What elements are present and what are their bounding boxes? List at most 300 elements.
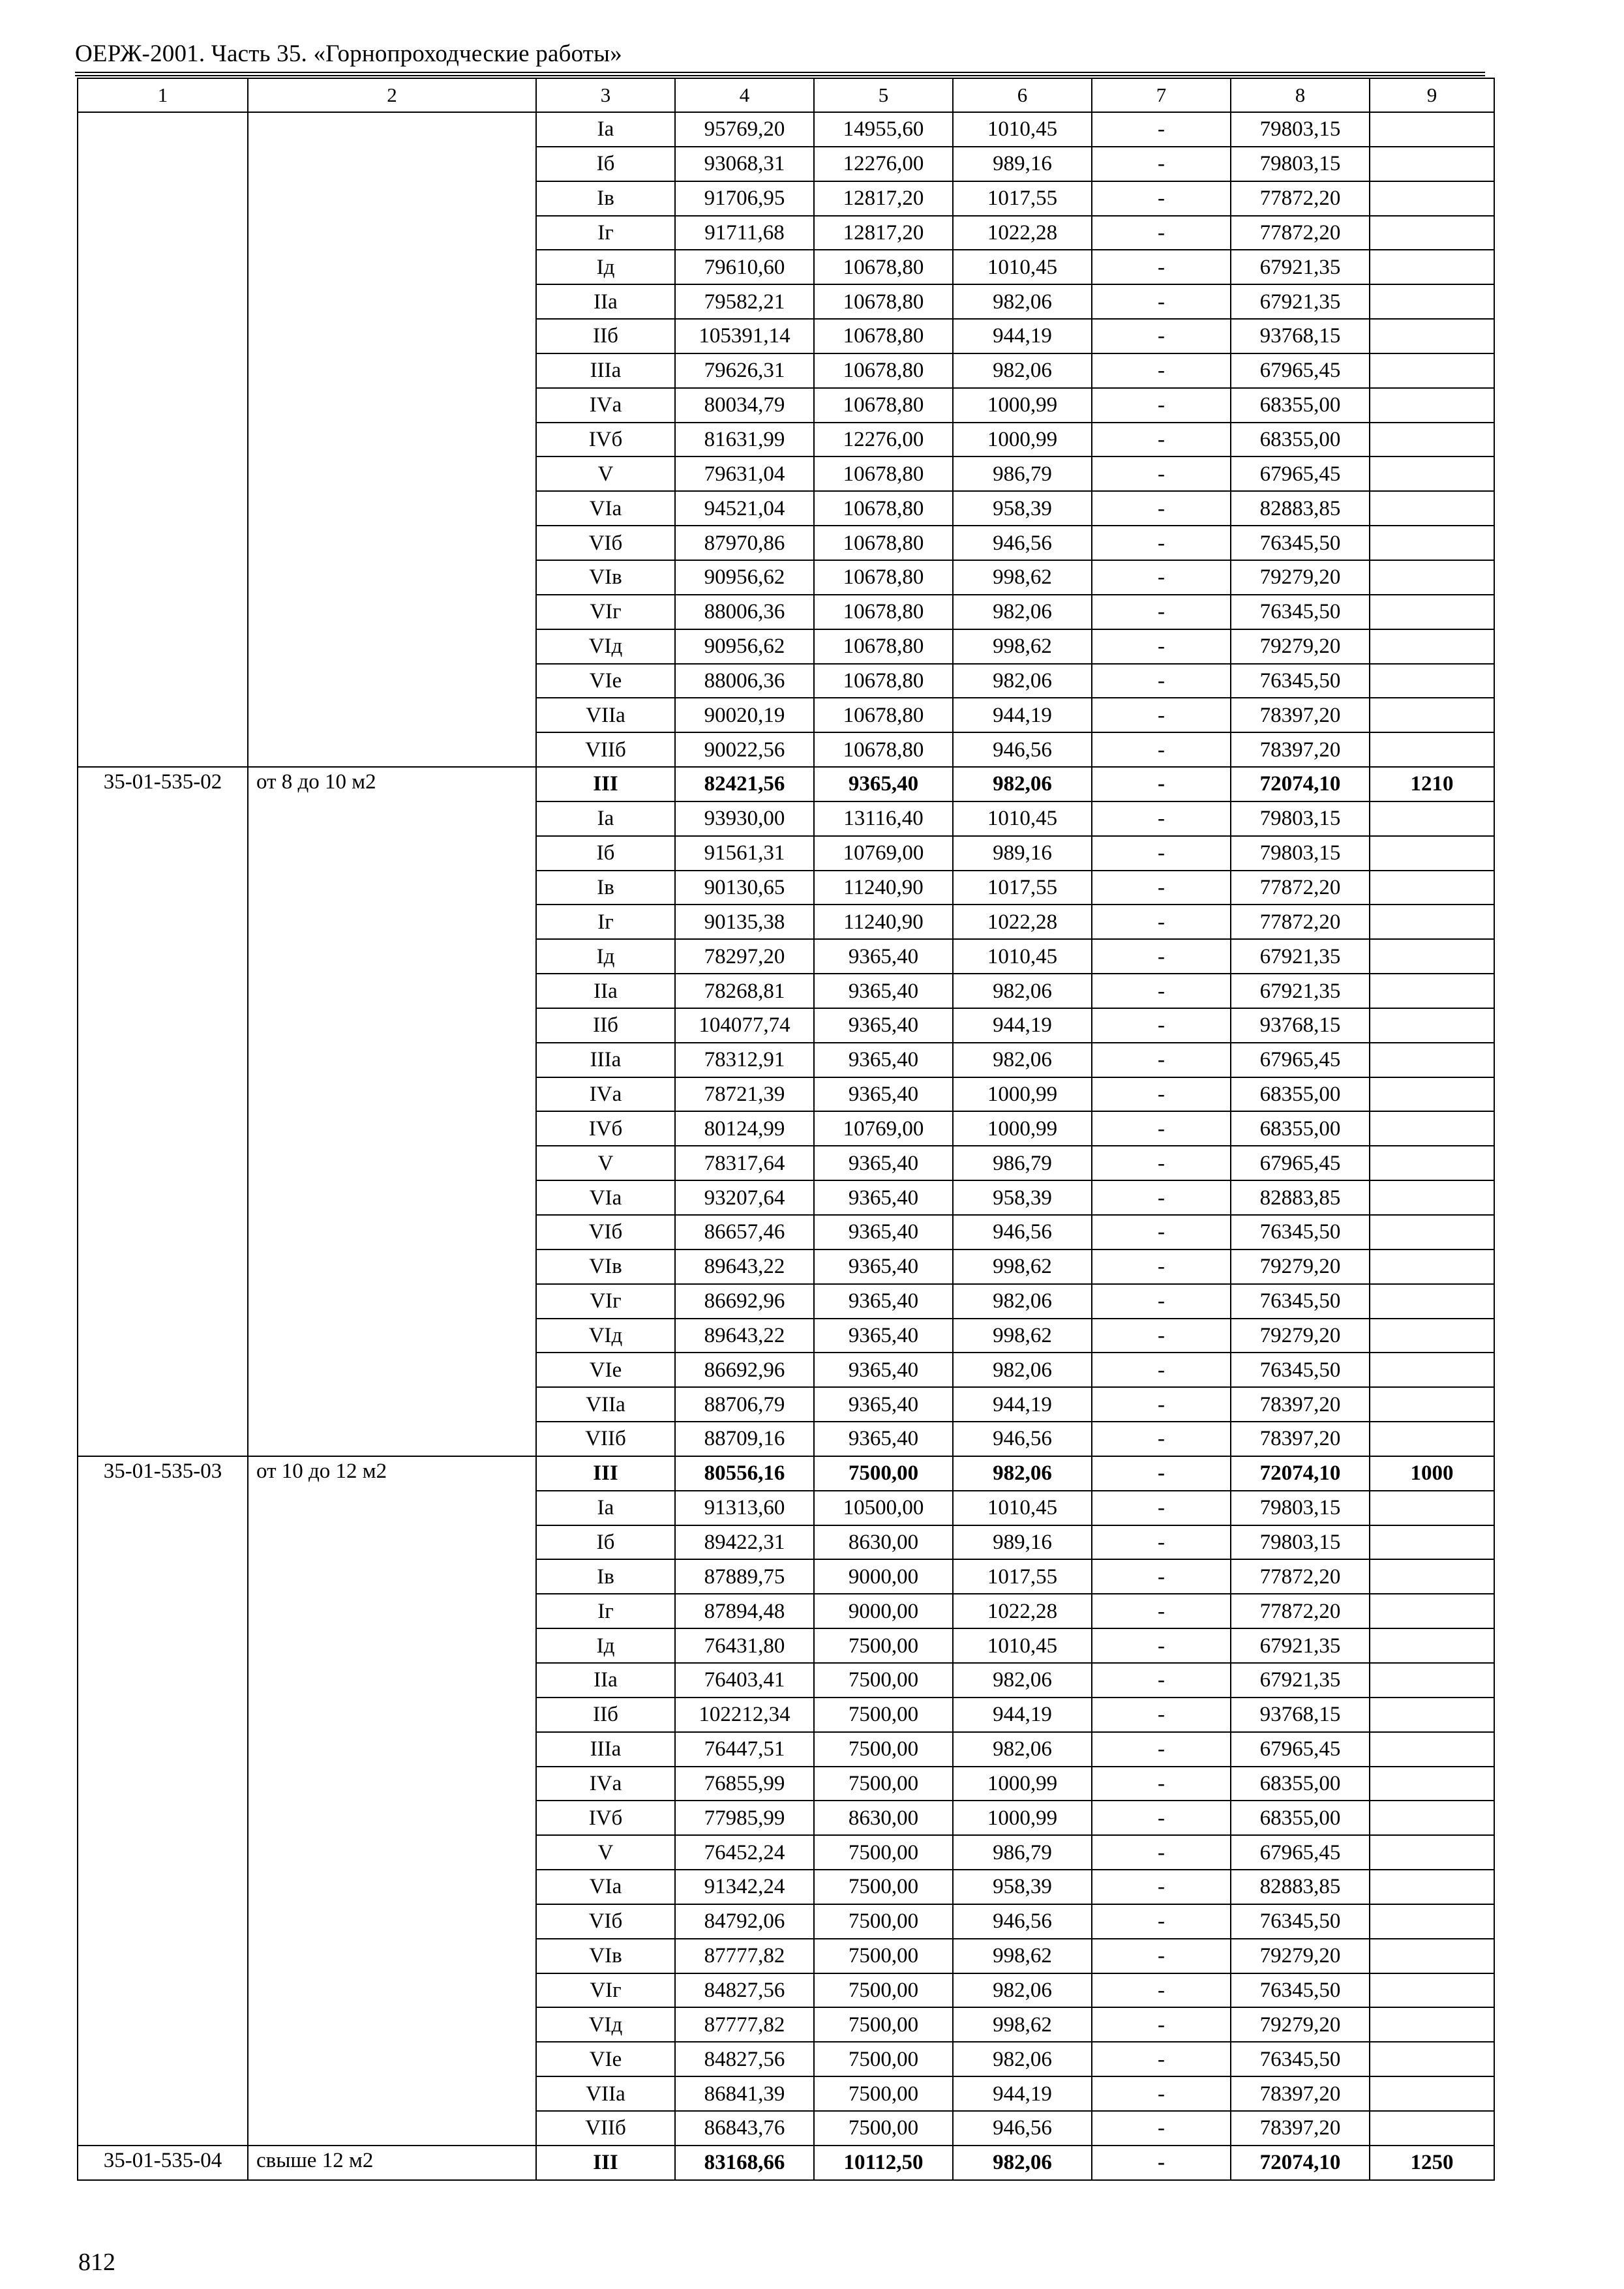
cell-col7: -: [1092, 871, 1231, 905]
cell-col7: -: [1092, 1215, 1231, 1249]
cell-col9: [1370, 801, 1494, 836]
norms-table: [77, 78, 1495, 2181]
cell-col5: 12276,00: [814, 147, 953, 181]
cell-col5: 7500,00: [814, 2007, 953, 2042]
cell-col9: [1370, 698, 1494, 732]
cell-col7: -: [1092, 319, 1231, 353]
cell-col5: 9365,40: [814, 1353, 953, 1387]
cell-col5: 10769,00: [814, 1111, 953, 1146]
cell-col8: 76345,50: [1231, 1284, 1370, 1319]
cell-col8: 67965,45: [1231, 1835, 1370, 1870]
cell-col6: 1010,45: [953, 939, 1092, 974]
cell-zone: VIIа: [536, 2076, 675, 2111]
cell-zone: Iд: [536, 1628, 675, 1663]
cell-col8: 68355,00: [1231, 1801, 1370, 1835]
cell-col6: 986,79: [953, 456, 1092, 491]
page-number: 812: [78, 2249, 115, 2276]
cell-col7: -: [1092, 1732, 1231, 1767]
cell-col6: 989,16: [953, 836, 1092, 871]
cell-zone: III: [536, 1456, 675, 1491]
cell-col8: 93768,15: [1231, 1698, 1370, 1732]
cell-col5: 7500,00: [814, 1835, 953, 1870]
cell-zone: IIб: [536, 319, 675, 353]
cell-total: 93207,64: [675, 1180, 814, 1215]
cell-col6: 982,06: [953, 1284, 1092, 1319]
cell-col5: 10678,80: [814, 526, 953, 560]
cell-col5: 10678,80: [814, 560, 953, 595]
cell-col8: 76345,50: [1231, 2042, 1370, 2076]
cell-col7: -: [1092, 1698, 1231, 1732]
cell-col5: 10678,80: [814, 319, 953, 353]
cell-col9: [1370, 1594, 1494, 1628]
cell-zone: Iа: [536, 801, 675, 836]
cell-total: 84827,56: [675, 2042, 814, 2076]
cell-zone: V: [536, 456, 675, 491]
cell-col9: [1370, 1043, 1494, 1077]
cell-col8: 79803,15: [1231, 1491, 1370, 1525]
cell-zone: Iв: [536, 1559, 675, 1594]
cell-total: 102212,34: [675, 1698, 814, 1732]
cell-col9: [1370, 1663, 1494, 1698]
cell-col9: [1370, 1939, 1494, 1973]
cell-zone: IVа: [536, 1077, 675, 1112]
cell-col9: [1370, 595, 1494, 629]
cell-col9: [1370, 1732, 1494, 1767]
cell-total: 82421,56: [675, 767, 814, 801]
cell-total: 78317,64: [675, 1146, 814, 1180]
cell-col8: 79279,20: [1231, 560, 1370, 595]
cell-description: от 10 до 12 м2: [248, 1456, 536, 2146]
cell-col7: -: [1092, 181, 1231, 216]
cell-total: 90020,19: [675, 698, 814, 732]
cell-col7: -: [1092, 698, 1231, 732]
cell-col6: 946,56: [953, 2111, 1092, 2146]
cell-col6: 998,62: [953, 560, 1092, 595]
cell-col6: 989,16: [953, 147, 1092, 181]
cell-total: 80034,79: [675, 388, 814, 423]
cell-col6: 946,56: [953, 732, 1092, 767]
cell-col9: [1370, 1801, 1494, 1835]
cell-zone: III: [536, 767, 675, 801]
cell-col5: 14955,60: [814, 112, 953, 147]
cell-col5: 13116,40: [814, 801, 953, 836]
cell-col7: -: [1092, 353, 1231, 388]
cell-zone: VIIб: [536, 732, 675, 767]
cell-col8: 67965,45: [1231, 456, 1370, 491]
cell-col8: 78397,20: [1231, 732, 1370, 767]
cell-col9: [1370, 974, 1494, 1008]
cell-total: 91342,24: [675, 1870, 814, 1904]
cell-col8: 82883,85: [1231, 1870, 1370, 1904]
cell-col7: -: [1092, 1904, 1231, 1939]
cell-col6: 944,19: [953, 319, 1092, 353]
cell-col8: 76345,50: [1231, 595, 1370, 629]
cell-col9: [1370, 456, 1494, 491]
cell-col6: 1017,55: [953, 871, 1092, 905]
cell-total: 78312,91: [675, 1043, 814, 1077]
cell-total: 86692,96: [675, 1353, 814, 1387]
cell-col8: 77872,20: [1231, 871, 1370, 905]
cell-total: 90022,56: [675, 732, 814, 767]
cell-total: 90135,38: [675, 905, 814, 939]
header-rule-top: [75, 72, 1485, 73]
cell-col5: 10678,80: [814, 353, 953, 388]
cell-total: 105391,14: [675, 319, 814, 353]
cell-col6: 998,62: [953, 2007, 1092, 2042]
cell-zone: VIе: [536, 1353, 675, 1387]
cell-col6: 982,06: [953, 595, 1092, 629]
cell-col9: [1370, 1767, 1494, 1801]
cell-total: 76855,99: [675, 1767, 814, 1801]
cell-zone: IIа: [536, 284, 675, 319]
cell-total: 91711,68: [675, 216, 814, 250]
cell-col7: -: [1092, 1594, 1231, 1628]
cell-zone: IIIа: [536, 353, 675, 388]
cell-zone: V: [536, 1835, 675, 1870]
cell-code: 35-01-535-02: [78, 767, 248, 1456]
cell-col6: 986,79: [953, 1146, 1092, 1180]
cell-total: 76447,51: [675, 1732, 814, 1767]
cell-col9: [1370, 1008, 1494, 1043]
cell-col9: [1370, 1422, 1494, 1456]
cell-total: 79626,31: [675, 353, 814, 388]
cell-col7: -: [1092, 732, 1231, 767]
cell-col8: 93768,15: [1231, 1008, 1370, 1043]
cell-total: 86692,96: [675, 1284, 814, 1319]
cell-zone: VIIб: [536, 1422, 675, 1456]
cell-col9: [1370, 732, 1494, 767]
cell-col9: [1370, 1111, 1494, 1146]
column-header: 7: [1092, 78, 1231, 112]
cell-total: 87894,48: [675, 1594, 814, 1628]
cell-col7: -: [1092, 1939, 1231, 1973]
cell-col7: -: [1092, 974, 1231, 1008]
cell-total: 88706,79: [675, 1387, 814, 1422]
cell-zone: VIIа: [536, 1387, 675, 1422]
table-row: [78, 112, 1494, 147]
cell-total: 91561,31: [675, 836, 814, 871]
cell-col5: 9365,40: [814, 1387, 953, 1422]
cell-col6: 982,06: [953, 284, 1092, 319]
cell-total: 76403,41: [675, 1663, 814, 1698]
cell-zone: Iб: [536, 836, 675, 871]
cell-col7: -: [1092, 1767, 1231, 1801]
cell-total: 81631,99: [675, 423, 814, 457]
cell-code: 35-01-535-03: [78, 1456, 248, 2146]
cell-col7: -: [1092, 1008, 1231, 1043]
cell-zone: VIIа: [536, 698, 675, 732]
cell-zone: VIе: [536, 2042, 675, 2076]
cell-zone: Iб: [536, 147, 675, 181]
cell-col9: [1370, 1835, 1494, 1870]
cell-total: 84827,56: [675, 1973, 814, 2008]
cell-col5: 11240,90: [814, 871, 953, 905]
cell-col9: [1370, 526, 1494, 560]
cell-col7: -: [1092, 1870, 1231, 1904]
cell-col5: 7500,00: [814, 1663, 953, 1698]
cell-col6: 998,62: [953, 1939, 1092, 1973]
cell-zone: VIб: [536, 1215, 675, 1249]
cell-col6: 944,19: [953, 2076, 1092, 2111]
cell-col7: -: [1092, 560, 1231, 595]
cell-col5: 7500,00: [814, 1904, 953, 1939]
cell-col7: -: [1092, 1801, 1231, 1835]
cell-col7: -: [1092, 216, 1231, 250]
cell-col8: 72074,10: [1231, 2146, 1370, 2180]
cell-col8: 68355,00: [1231, 1111, 1370, 1146]
cell-col9: 1000: [1370, 1456, 1494, 1491]
cell-col5: 9365,40: [814, 1284, 953, 1319]
cell-col7: -: [1092, 1387, 1231, 1422]
cell-col7: -: [1092, 147, 1231, 181]
cell-col7: -: [1092, 388, 1231, 423]
cell-col9: [1370, 560, 1494, 595]
cell-total: 80124,99: [675, 1111, 814, 1146]
cell-col7: -: [1092, 2007, 1231, 2042]
cell-total: 76452,24: [675, 1835, 814, 1870]
cell-total: 91706,95: [675, 181, 814, 216]
cell-total: 79582,21: [675, 284, 814, 319]
cell-zone: Iг: [536, 216, 675, 250]
cell-col7: -: [1092, 1973, 1231, 2008]
cell-col9: 1210: [1370, 767, 1494, 801]
cell-zone: IVа: [536, 1767, 675, 1801]
cell-total: 78297,20: [675, 939, 814, 974]
cell-zone: III: [536, 2146, 675, 2180]
cell-zone: IIб: [536, 1698, 675, 1732]
cell-col7: -: [1092, 423, 1231, 457]
cell-col7: -: [1092, 284, 1231, 319]
cell-zone: VIб: [536, 526, 675, 560]
cell-col7: -: [1092, 836, 1231, 871]
cell-col9: [1370, 1353, 1494, 1387]
cell-col8: 78397,20: [1231, 1387, 1370, 1422]
cell-total: 104077,74: [675, 1008, 814, 1043]
cell-col7: -: [1092, 1353, 1231, 1387]
cell-zone: IIIа: [536, 1043, 675, 1077]
cell-col5: 10500,00: [814, 1491, 953, 1525]
cell-col7: -: [1092, 1525, 1231, 1560]
cell-col7: -: [1092, 595, 1231, 629]
cell-col5: 9365,40: [814, 939, 953, 974]
cell-col9: [1370, 1215, 1494, 1249]
cell-col8: 67965,45: [1231, 1043, 1370, 1077]
cell-col9: [1370, 1904, 1494, 1939]
cell-col5: 9000,00: [814, 1594, 953, 1628]
cell-col6: 1022,28: [953, 905, 1092, 939]
cell-col7: -: [1092, 1835, 1231, 1870]
cell-col5: 10678,80: [814, 456, 953, 491]
cell-col7: -: [1092, 1319, 1231, 1353]
cell-col8: 76345,50: [1231, 664, 1370, 698]
cell-col5: 7500,00: [814, 1456, 953, 1491]
cell-col8: 79803,15: [1231, 801, 1370, 836]
cell-col7: -: [1092, 767, 1231, 801]
cell-col6: 998,62: [953, 629, 1092, 664]
cell-col6: 1022,28: [953, 216, 1092, 250]
cell-col8: 78397,20: [1231, 2076, 1370, 2111]
column-header: 8: [1231, 78, 1370, 112]
cell-total: 86657,46: [675, 1215, 814, 1249]
cell-col8: 79803,15: [1231, 1525, 1370, 1560]
column-header: 4: [675, 78, 814, 112]
table-row: [78, 1456, 1494, 1491]
cell-col6: 946,56: [953, 1422, 1092, 1456]
cell-col8: 76345,50: [1231, 1215, 1370, 1249]
cell-zone: VIа: [536, 491, 675, 526]
cell-col5: 10678,80: [814, 388, 953, 423]
cell-col7: -: [1092, 491, 1231, 526]
cell-col9: [1370, 2007, 1494, 2042]
cell-col5: 7500,00: [814, 1698, 953, 1732]
cell-col6: 944,19: [953, 1387, 1092, 1422]
cell-col7: -: [1092, 1491, 1231, 1525]
cell-col5: 9365,40: [814, 1215, 953, 1249]
cell-col8: 82883,85: [1231, 491, 1370, 526]
cell-col5: 7500,00: [814, 1767, 953, 1801]
cell-col8: 76345,50: [1231, 1904, 1370, 1939]
cell-col7: -: [1092, 2146, 1231, 2180]
cell-col8: 78397,20: [1231, 2111, 1370, 2146]
cell-col7: -: [1092, 939, 1231, 974]
cell-col9: [1370, 388, 1494, 423]
cell-col6: 982,06: [953, 1456, 1092, 1491]
cell-col8: 79803,15: [1231, 112, 1370, 147]
cell-col8: 67965,45: [1231, 353, 1370, 388]
cell-col5: 10678,80: [814, 664, 953, 698]
cell-zone: IIIа: [536, 1732, 675, 1767]
cell-col8: 77872,20: [1231, 181, 1370, 216]
cell-zone: IIб: [536, 1008, 675, 1043]
cell-col9: [1370, 216, 1494, 250]
cell-total: 79610,60: [675, 250, 814, 284]
cell-zone: IVб: [536, 1801, 675, 1835]
cell-total: 89643,22: [675, 1319, 814, 1353]
cell-total: 84792,06: [675, 1904, 814, 1939]
cell-zone: VIв: [536, 1939, 675, 1973]
cell-col7: -: [1092, 801, 1231, 836]
cell-total: 77985,99: [675, 1801, 814, 1835]
cell-col8: 77872,20: [1231, 905, 1370, 939]
cell-col8: 67965,45: [1231, 1146, 1370, 1180]
cell-col6: 944,19: [953, 1008, 1092, 1043]
cell-col5: 12817,20: [814, 216, 953, 250]
cell-col5: 7500,00: [814, 2042, 953, 2076]
cell-col9: [1370, 2042, 1494, 2076]
cell-col8: 68355,00: [1231, 423, 1370, 457]
cell-col5: 9365,40: [814, 1422, 953, 1456]
column-header: 1: [78, 78, 248, 112]
cell-col8: 67921,35: [1231, 939, 1370, 974]
cell-col5: 7500,00: [814, 2111, 953, 2146]
cell-col9: [1370, 939, 1494, 974]
cell-col9: [1370, 871, 1494, 905]
cell-col6: 946,56: [953, 1904, 1092, 1939]
cell-col6: 958,39: [953, 491, 1092, 526]
cell-col7: -: [1092, 1111, 1231, 1146]
cell-description: от 8 до 10 м2: [248, 767, 536, 1456]
column-header: 6: [953, 78, 1092, 112]
cell-zone: Iд: [536, 250, 675, 284]
cell-col9: [1370, 1319, 1494, 1353]
cell-col6: 1010,45: [953, 1628, 1092, 1663]
cell-zone: IVб: [536, 423, 675, 457]
cell-col9: [1370, 1284, 1494, 1319]
column-header: 2: [248, 78, 536, 112]
cell-col9: [1370, 2076, 1494, 2111]
cell-col7: -: [1092, 1043, 1231, 1077]
cell-col5: 10678,80: [814, 732, 953, 767]
cell-zone: VIг: [536, 1973, 675, 2008]
cell-total: 91313,60: [675, 1491, 814, 1525]
cell-col6: 1010,45: [953, 1491, 1092, 1525]
cell-col5: 10678,80: [814, 698, 953, 732]
cell-col7: -: [1092, 1077, 1231, 1112]
cell-total: 87970,86: [675, 526, 814, 560]
header-rule-bottom: [75, 75, 1485, 76]
table-body: [78, 78, 1494, 2180]
cell-col9: [1370, 1628, 1494, 1663]
cell-col8: 79279,20: [1231, 1939, 1370, 1973]
cell-col8: 77872,20: [1231, 1559, 1370, 1594]
cell-total: 90956,62: [675, 629, 814, 664]
cell-zone: Iг: [536, 905, 675, 939]
cell-total: 76431,80: [675, 1628, 814, 1663]
cell-col6: 986,79: [953, 1835, 1092, 1870]
cell-col9: [1370, 836, 1494, 871]
cell-total: 89422,31: [675, 1525, 814, 1560]
cell-total: 89643,22: [675, 1249, 814, 1284]
cell-col5: 10112,50: [814, 2146, 953, 2180]
cell-col8: 79279,20: [1231, 1249, 1370, 1284]
cell-col5: 10678,80: [814, 491, 953, 526]
cell-col5: 10678,80: [814, 250, 953, 284]
cell-col8: 67921,35: [1231, 1663, 1370, 1698]
cell-zone: VIг: [536, 1284, 675, 1319]
cell-col7: -: [1092, 1628, 1231, 1663]
cell-col9: [1370, 1077, 1494, 1112]
cell-col5: 10678,80: [814, 629, 953, 664]
cell-col6: 998,62: [953, 1319, 1092, 1353]
cell-col5: 9365,40: [814, 1319, 953, 1353]
cell-total: 90130,65: [675, 871, 814, 905]
cell-col8: 76345,50: [1231, 1973, 1370, 2008]
cell-col6: 1017,55: [953, 1559, 1092, 1594]
cell-col8: 78397,20: [1231, 1422, 1370, 1456]
cell-col9: [1370, 664, 1494, 698]
column-header: 9: [1370, 78, 1494, 112]
cell-col7: -: [1092, 664, 1231, 698]
page-header-title: ОЕРЖ-2001. Часть 35. «Горнопроходческие работы»: [75, 40, 622, 67]
cell-col7: -: [1092, 1284, 1231, 1319]
cell-col5: 9365,40: [814, 1146, 953, 1180]
cell-col9: [1370, 1146, 1494, 1180]
cell-col6: 946,56: [953, 526, 1092, 560]
cell-col5: 9365,40: [814, 1043, 953, 1077]
cell-col5: 12817,20: [814, 181, 953, 216]
cell-col9: [1370, 319, 1494, 353]
cell-col5: 9365,40: [814, 1180, 953, 1215]
cell-col6: 946,56: [953, 1215, 1092, 1249]
cell-zone: VIIб: [536, 2111, 675, 2146]
cell-col6: 1022,28: [953, 1594, 1092, 1628]
cell-col5: 9000,00: [814, 1559, 953, 1594]
cell-col9: [1370, 1559, 1494, 1594]
cell-col9: [1370, 2111, 1494, 2146]
cell-col6: 944,19: [953, 698, 1092, 732]
cell-total: 78268,81: [675, 974, 814, 1008]
cell-col8: 82883,85: [1231, 1180, 1370, 1215]
